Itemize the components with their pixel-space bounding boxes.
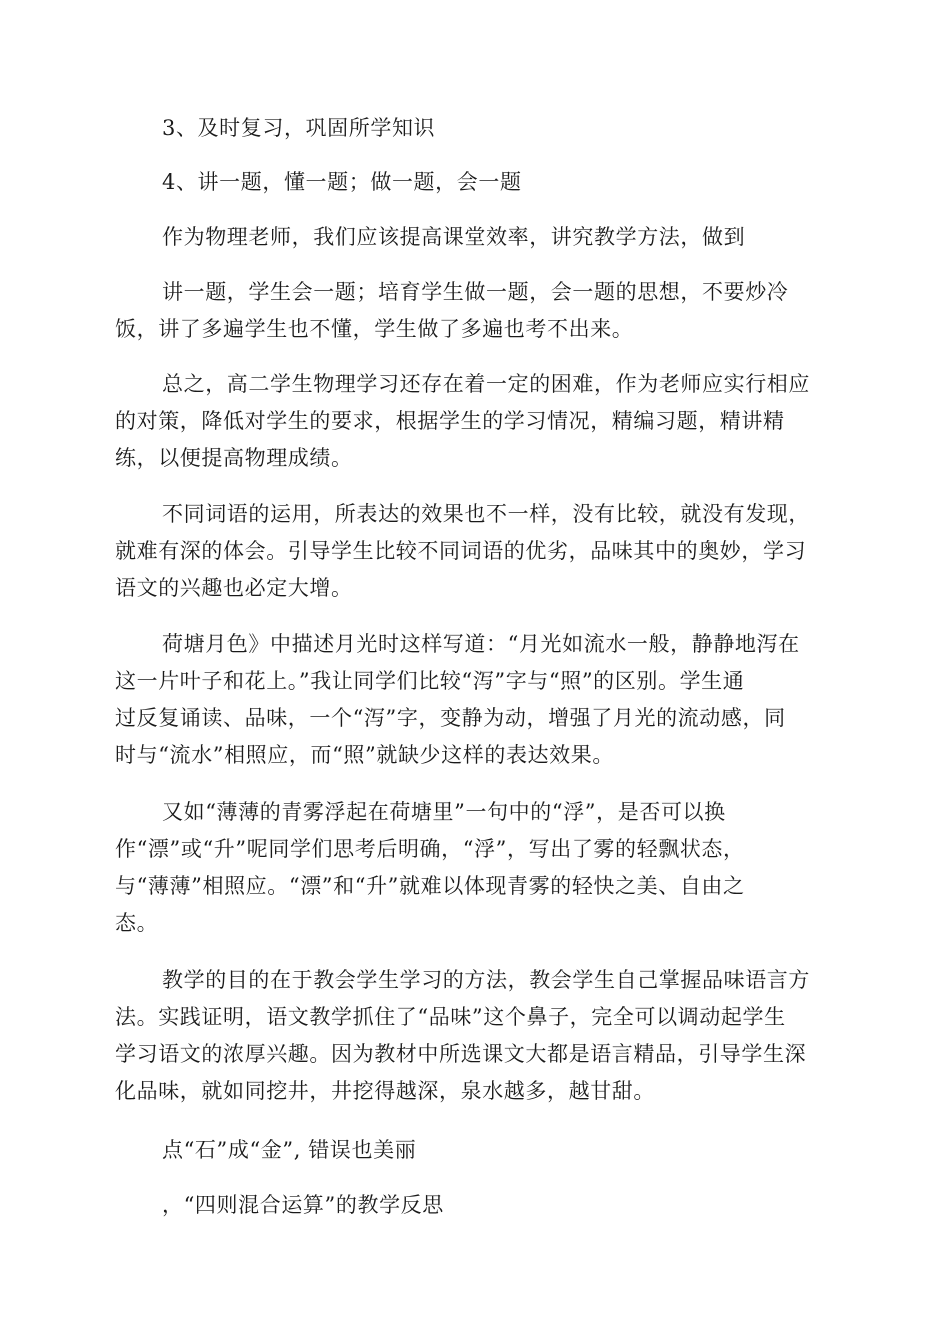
heading-stone-to-gold (115, 1132, 835, 1169)
paragraph-moonlight (115, 626, 835, 774)
paragraph-teaching-purpose (115, 962, 835, 1110)
text-line: 时与“流水”相照应，而“照”就缺少这样的表达效果。 (115, 743, 614, 767)
paragraph-word-usage (115, 496, 835, 607)
text-line: 3、及时复习，巩固所学知识 (162, 116, 436, 140)
text-line: 荷塘月色》中描述月光时这样写道：“月光如流水一般，静静地泻在 (162, 632, 800, 656)
text-line: 作为物理老师，我们应该提高课堂效率，讲究教学方法，做到 (162, 225, 746, 249)
text-line: 总之，高二学生物理学习还存在着一定的困难，作为老师应实行相应 (162, 372, 810, 396)
text-line: 讲一题，学生会一题；培育学生做一题，会一题的思想，不要炒冷 (162, 280, 789, 304)
text-line: 不同词语的运用，所表达的效果也不一样，没有比较，就没有发现， (162, 502, 810, 526)
paragraph-explain-one (115, 164, 835, 201)
text-line: 这一片叶子和花上。”我让同学们比较“泻”字与“照”的区别。学生通 (115, 669, 745, 693)
text-line: 练，以便提高物理成绩。 (115, 446, 353, 470)
paragraph-review (115, 110, 835, 147)
text-line: 4、讲一题，懂一题；做一题，会一题 (162, 170, 522, 194)
text-line: 学习语文的浓厚兴趣。因为教材中所选课文大都是语言精品，引导学生深 (115, 1042, 807, 1066)
text-line: 就难有深的体会。引导学生比较不同词语的优劣，品味其中的奥妙，学习 (115, 539, 807, 563)
paragraph-mist (115, 794, 835, 942)
paragraph-physics-teacher (115, 219, 835, 256)
text-line: 点“石”成“金”, 错误也美丽 (162, 1138, 417, 1162)
text-line: 过反复诵读、品味，一个“泻”字，变静为动，增强了月光的流动感，同 (115, 706, 786, 730)
text-line: 化品味，就如同挖井，井挖得越深，泉水越多，越甘甜。 (115, 1079, 655, 1103)
text-line: 态。 (115, 911, 159, 935)
text-line: 教学的目的在于教会学生学习的方法，教会学生自己掌握品味语言方 (162, 968, 810, 992)
text-line: 语文的兴趣也必定大增。 (115, 576, 353, 600)
paragraph-summary (115, 366, 835, 477)
text-line: 又如“薄薄的青雾浮起在荷塘里”一句中的“浮”，是否可以换 (162, 800, 726, 824)
text-line: 的对策，降低对学生的要求，根据学生的学习情况，精编习题，精讲精 (115, 409, 785, 433)
text-line: 法。实践证明，语文教学抓住了“品味”这个鼻子，完全可以调动起学生 (115, 1005, 786, 1029)
text-line: 作“漂”或“升”呢同学们思考后明确，“浮”，写出了雾的轻飘状态， (115, 837, 745, 861)
heading-arithmetic-reflection (115, 1187, 835, 1224)
text-line: ，“四则混合运算”的教学反思 (162, 1193, 444, 1217)
text-line: 与“薄薄”相照应。“漂”和“升”就难以体现青雾的轻快之美、自由之 (115, 874, 745, 898)
text-line: 饭，讲了多遍学生也不懂，学生做了多遍也考不出来。 (115, 317, 634, 341)
paragraph-cultivate-students (115, 274, 835, 348)
